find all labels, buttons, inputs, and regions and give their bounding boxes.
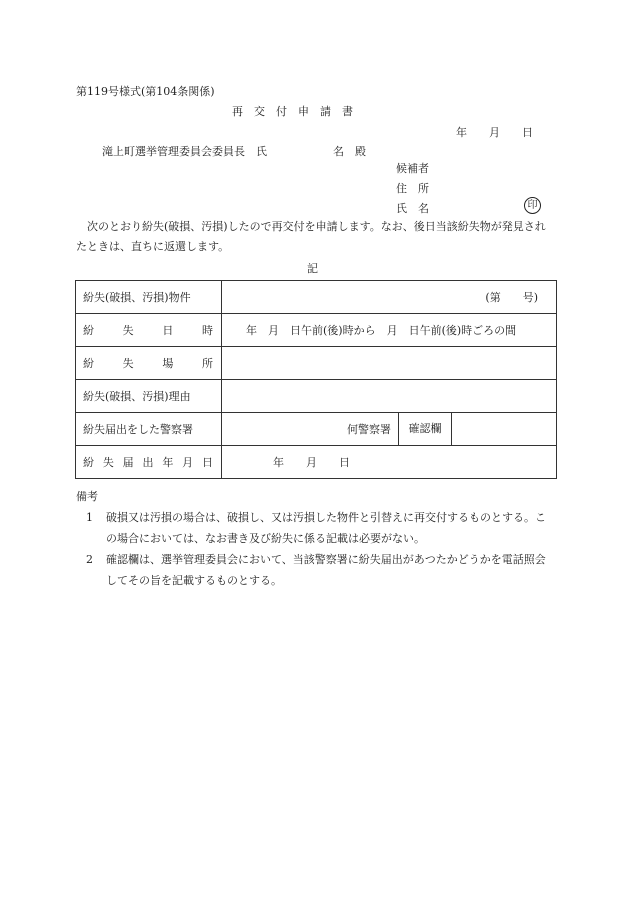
confirm-label: 確認欄 <box>398 413 452 445</box>
note-number: 1 <box>86 511 93 524</box>
body-text: 次のとおり紛失(破損、汚損)したので再交付を申請します。なお、後日当該紛失物が発見されたときは、直ちに返還します。 <box>76 220 546 253</box>
table-row <box>76 314 557 347</box>
request-table <box>75 280 557 479</box>
address-label: 住 所 <box>396 182 429 195</box>
police-value-cell <box>222 413 557 446</box>
datetime-value: 年 月 日午前(後)時から 月 日午前(後)時ごろの間 <box>246 324 517 337</box>
reason-value-cell[interactable] <box>222 380 557 413</box>
item-value-cell <box>222 281 557 314</box>
date-line: 年 月 日 <box>456 126 533 139</box>
police-row-inner <box>222 413 556 445</box>
label-char: 年 <box>162 456 174 469</box>
place-label-chars <box>83 355 221 371</box>
datetime-value-cell <box>222 314 557 347</box>
label-char: 届 <box>122 456 134 469</box>
note-item <box>76 507 556 549</box>
report-date-label-chars <box>83 454 221 470</box>
note-number: 2 <box>86 553 93 566</box>
candidate-label: 候補者 <box>396 162 429 175</box>
reason-label: 紛失(破損、汚損)理由 <box>76 380 222 413</box>
label-char: 場 <box>162 357 174 370</box>
datetime-label-chars <box>83 322 221 338</box>
label-char: 失 <box>102 456 114 469</box>
form-number: 第119号様式(第104条関係) <box>76 85 215 98</box>
label-char: 出 <box>142 456 154 469</box>
table-row <box>76 446 557 479</box>
item-number: (第 号) <box>485 291 538 304</box>
table-row <box>76 281 557 314</box>
notes-section <box>76 486 556 591</box>
seal-mark: 印 <box>524 197 541 214</box>
label-char: 紛 <box>83 456 94 469</box>
addressee: 滝上町選挙管理委員会委員長 氏 名 殿 <box>102 145 366 158</box>
label-char: 所 <box>201 357 213 370</box>
table-row <box>76 413 557 446</box>
item-label: 紛失(破損、汚損)物件 <box>76 281 222 314</box>
label-char: 時 <box>201 324 213 337</box>
table-row <box>76 347 557 380</box>
ki-label: 記 <box>307 262 318 275</box>
notes-heading: 備考 <box>76 490 98 503</box>
note-item <box>76 549 556 591</box>
document-title: 再 交 付 申 請 書 <box>232 105 353 118</box>
label-char: 紛 <box>83 357 94 370</box>
table-row <box>76 380 557 413</box>
note-text: 確認欄は、選挙管理委員会において、当該警察署に紛失届出があつたかどうかを電話照会してその旨を記載するものとする。 <box>106 553 546 587</box>
label-char: 月 <box>182 456 194 469</box>
police-label: 紛失届出をした警察署 <box>76 413 222 446</box>
report-date-value: 年 月 日 <box>273 456 350 469</box>
label-char: 紛 <box>83 324 94 337</box>
label-char: 日 <box>201 456 213 469</box>
label-char: 日 <box>162 324 174 337</box>
report-date-label <box>76 446 222 479</box>
name-label: 氏 名 <box>396 202 429 215</box>
label-char: 失 <box>122 324 134 337</box>
note-text: 破損又は汚損の場合は、破損し、又は汚損した物件と引替えに再交付するものとする。この場合においては、なお書き及び紛失に係る記載は必要がない。 <box>106 511 546 545</box>
place-label <box>76 347 222 380</box>
place-value-cell[interactable] <box>222 347 557 380</box>
label-char: 失 <box>122 357 134 370</box>
confirm-value-cell[interactable] <box>452 413 556 445</box>
report-date-value-cell <box>222 446 557 479</box>
datetime-label <box>76 314 222 347</box>
police-station: 何警察署 <box>347 423 391 436</box>
